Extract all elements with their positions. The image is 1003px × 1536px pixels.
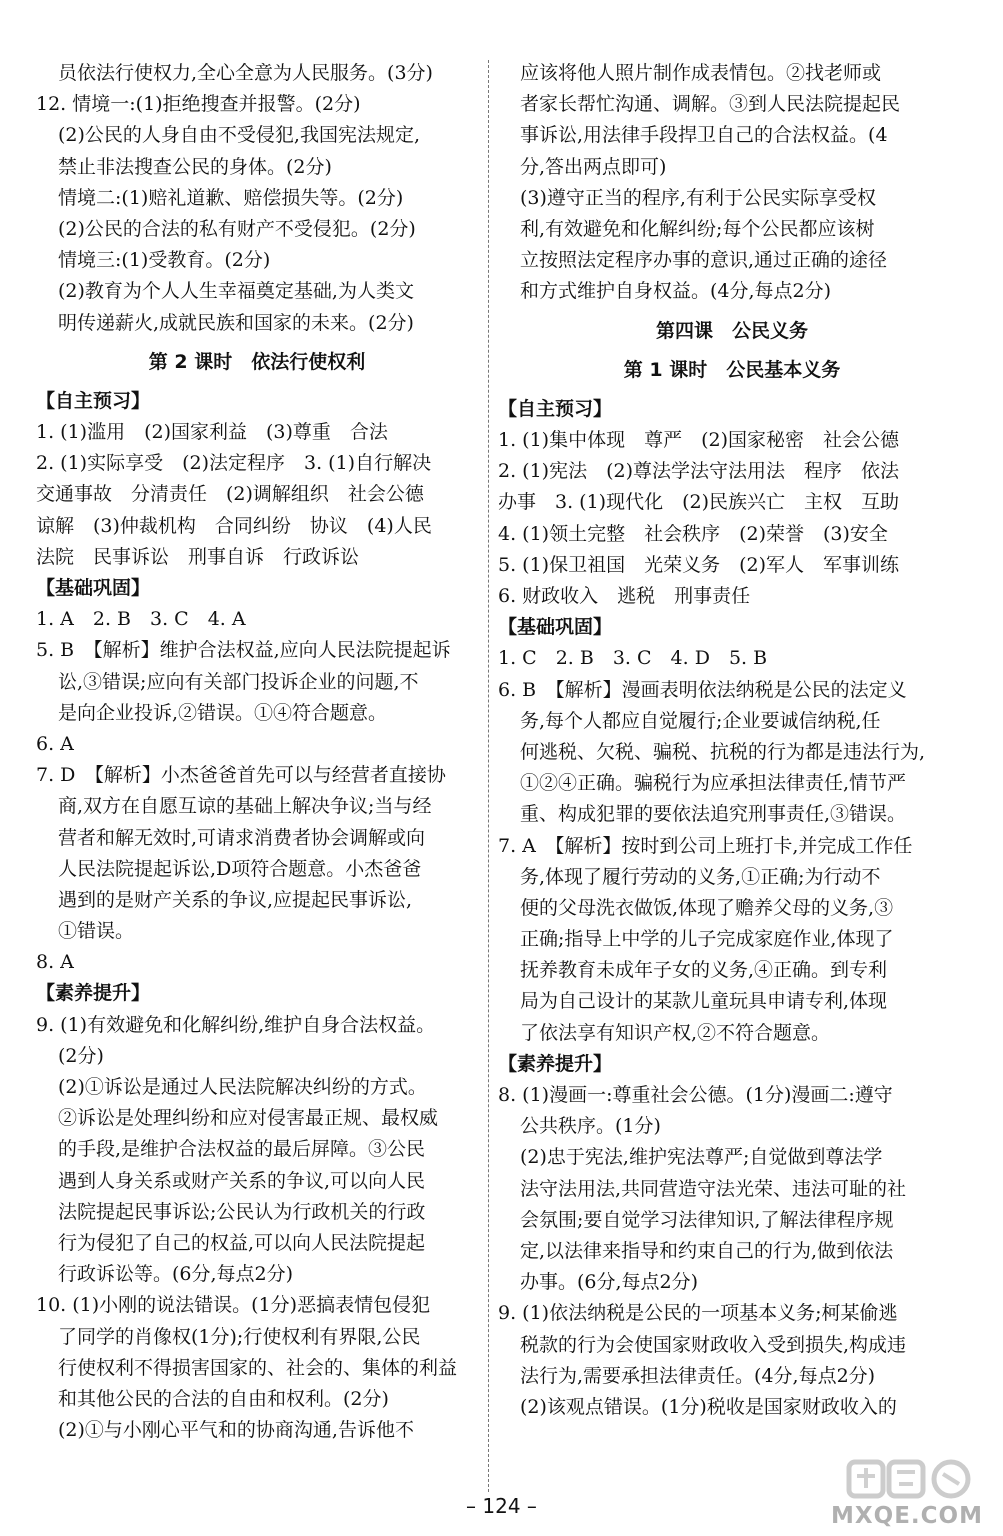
text-line: 员依法行使权力,全心全意为人民服务。(3分): [58, 62, 433, 84]
text-line: 10. (1)小刚的说法错误。(1分)恶搞表情包侵犯: [36, 1294, 431, 1317]
section-heading: 【自主预习】: [498, 397, 613, 420]
text-line: 事诉讼,用法律手段捍卫自己的合法权益。(4: [520, 124, 888, 147]
text-line: 公共秩序。(1分): [520, 1115, 661, 1138]
text-line: 会氛围;要自觉学习法律知识,了解法律程序规: [520, 1208, 894, 1231]
text-line: 4. (1)领土完整 社会秩序 (2)荣誉 (3)安全: [498, 522, 888, 545]
text-line: 情境二:(1)赔礼道歉、赔偿损失等。(2分): [58, 186, 404, 209]
right-column: [498, 58, 966, 1423]
text-line: 的手段,是维护合法权益的最后屏障。③公民: [58, 1138, 426, 1161]
section-title: 第 2 课时 依法行使权利: [148, 350, 366, 373]
text-line: 法院提起民事诉讼;公民认为行政机关的行政: [58, 1200, 426, 1223]
text-line: 务,每个人都应自觉履行;企业要诚信纳税,任: [520, 709, 881, 732]
text-line: 8. A: [36, 951, 74, 974]
text-line: 禁止非法搜查公民的身体。(2分): [58, 155, 332, 178]
text-line: 法行为,需要承担法律责任。(4分,每点2分): [520, 1364, 876, 1387]
text-line: 1. (1)集中体现 尊严 (2)国家秘密 社会公德: [498, 429, 899, 452]
text-line: (2)①与小刚心平气和的协商沟通,告诉他不: [58, 1419, 414, 1442]
text-line: (3)遵守正当的程序,有利于公民实际享受权: [520, 186, 876, 209]
text-line: 应该将他人照片制作成表情包。②找老师或: [520, 62, 882, 84]
text-line: 遇到人身关系或财产关系的争议,可以向人民: [58, 1169, 426, 1192]
text-line: 了同学的肖像权(1分);行使权利有界限,公民: [58, 1325, 421, 1348]
section-heading: 【素养提升】: [36, 982, 151, 1005]
text-line: 定,以法律来指导和约束自己的行为,做到依法: [520, 1239, 894, 1262]
text-line: 营者和解无效时,可请求消费者协会调解或向: [58, 826, 426, 849]
text-line: 行政诉讼等。(6分,每点2分): [58, 1263, 294, 1286]
text-line: 重、构成犯罪的要依法追究刑事责任,③错误。: [520, 803, 907, 826]
section-title: 第四课 公民义务: [655, 319, 808, 342]
text-line: 1. C 2. B 3. C 4. D 5. B: [498, 647, 768, 670]
text-line: 分,答出两点即可): [520, 155, 667, 178]
text-line: 何逃税、欠税、骗税、抗税的行为都是违法行为,: [520, 740, 926, 763]
text-line: 谅解 (3)仲裁机构 合同纠纷 协议 (4)人民: [36, 514, 432, 537]
section-heading: 【基础巩固】: [36, 577, 151, 599]
text-line: 7. A 【解析】按时到公司上班打卡,并完成工作任: [498, 834, 913, 857]
text-line: 人民法院提起诉讼,D项符合题意。小杰爸爸: [58, 857, 422, 880]
text-line: 2. (1)宪法 (2)尊法学法守法用法 程序 依法: [498, 460, 899, 483]
text-line: (2)公民的人身自由不受侵犯,我国宪法规定,: [58, 124, 420, 147]
text-line: 和其他公民的合法的自由和权利。(2分): [58, 1387, 389, 1410]
text-line: 办事。(6分,每点2分): [520, 1271, 699, 1294]
text-line: 2. (1)实际享受 (2)法定程序 3. (1)自行解决: [36, 452, 432, 475]
text-line: 交通事故 分清责任 (2)调解组织 社会公德: [36, 483, 424, 506]
text-line: 行使权利不得损害国家的、社会的、集体的利益: [58, 1356, 458, 1379]
text-line: 行为侵犯了自己的权益,可以向人民法院提起: [58, 1231, 426, 1254]
text-line: 商,双方在自愿互谅的基础上解决争议;当与经: [58, 795, 432, 818]
text-line: 法院 民事诉讼 刑事自诉 行政诉讼: [36, 545, 360, 568]
text-line: 立按照法定程序办事的意识,通过正确的途径: [520, 249, 888, 272]
text-line: (2分): [58, 1044, 104, 1067]
text-line: 抚养教育未成年子女的义务,④正确。到专利: [520, 959, 888, 982]
section-heading: 【基础巩固】: [498, 616, 613, 639]
left-column: [36, 58, 478, 1446]
text-line: (2)教育为个人人生幸福奠定基础,为人类文: [58, 280, 414, 303]
text-line: 1. A 2. B 3. C 4. A: [36, 608, 246, 631]
text-line: 讼,③错误;应向有关部门投诉企业的问题,不: [58, 670, 419, 693]
text-line: 务,体现了履行劳动的义务,①正确;为行动不: [520, 865, 881, 888]
text-line: 5. B 【解析】维护合法权益,应向人民法院提起诉: [36, 639, 451, 662]
text-line: 了依法享有知识产权,②不符合题意。: [520, 1021, 831, 1044]
text-line: 12. 情境一:(1)拒绝搜查并报警。(2分): [36, 93, 361, 116]
section-heading: 【素养提升】: [498, 1052, 613, 1075]
text-line: 和方式维护自身权益。(4分,每点2分): [520, 280, 832, 303]
text-line: 便的父母洗衣做饭,体现了赡养父母的义务,③: [520, 896, 894, 919]
text-line: 8. (1)漫画一:尊重社会公德。(1分)漫画二:遵守: [498, 1084, 893, 1106]
text-line: 明传递薪火,成就民族和国家的未来。(2分): [58, 311, 414, 334]
page-number: – 124 –: [466, 1494, 537, 1518]
text-line: ①错误。: [58, 920, 135, 943]
section-heading: 【自主预习】: [36, 389, 151, 412]
text-line: 者家长帮忙沟通、调解。③到人民法院提起民: [520, 93, 901, 116]
text-line: 9. (1)依法纳税是公民的一项基本义务;柯某偷逃: [498, 1302, 898, 1325]
text-line: 遇到的是财产关系的争议,应提起民事诉讼,: [58, 888, 413, 911]
text-line: 情境三:(1)受教育。(2分): [58, 249, 271, 272]
text-line: 办事 3. (1)现代化 (2)民族兴亡 主权 互助: [498, 491, 899, 514]
text-line: ①②④正确。骗税行为应承担法律责任,情节严: [520, 772, 907, 795]
text-line: 6. B 【解析】漫画表明依法纳税是公民的法定义: [498, 678, 907, 701]
section-title: 第 1 课时 公民基本义务: [623, 358, 841, 381]
text-line: (2)①诉讼是通过人民法院解决纠纷的方式。: [58, 1076, 427, 1098]
text-line: 9. (1)有效避免和化解纠纷,维护自身合法权益。: [36, 1013, 436, 1036]
text-line: 7. D 【解析】小杰爸爸首先可以与经营者直接协: [36, 764, 446, 787]
text-line: ②诉讼是处理纠纷和应对侵害最正规、最权威: [58, 1107, 439, 1130]
text-line: 1. (1)滥用 (2)国家利益 (3)尊重 合法: [36, 421, 388, 444]
text-line: 6. A: [36, 732, 74, 755]
text-line: (2)公民的合法的私有财产不受侵犯。(2分): [58, 217, 416, 240]
text-line: (2)忠于宪法,维护宪法尊严;自觉做到尊法学: [520, 1146, 883, 1169]
text-line: 正确;指导上中学的儿子完成家庭作业,体现了: [520, 928, 894, 951]
text-line: 税款的行为会使国家财政收入受到损失,构成违: [520, 1333, 907, 1356]
text-line: 法守法用法,共同营造守法光荣、违法可耻的社: [520, 1177, 907, 1200]
text-line: 利,有效避免和化解纠纷;每个公民都应该树: [520, 217, 875, 240]
watermark-text: MXQE.COM: [831, 1503, 983, 1529]
text-line: 局为自己设计的某款儿童玩具申请专利,体现: [520, 990, 888, 1013]
text-line: 是向企业投诉,②错误。①④符合题意。: [58, 701, 388, 724]
text-line: (2)该观点错误。(1分)税收是国家财政收入的: [520, 1395, 897, 1418]
column-divider: [488, 60, 489, 1492]
text-line: 5. (1)保卫祖国 光荣义务 (2)军人 军事训练: [498, 553, 899, 576]
text-line: 6. 财政收入 逃税 刑事责任: [498, 585, 751, 607]
